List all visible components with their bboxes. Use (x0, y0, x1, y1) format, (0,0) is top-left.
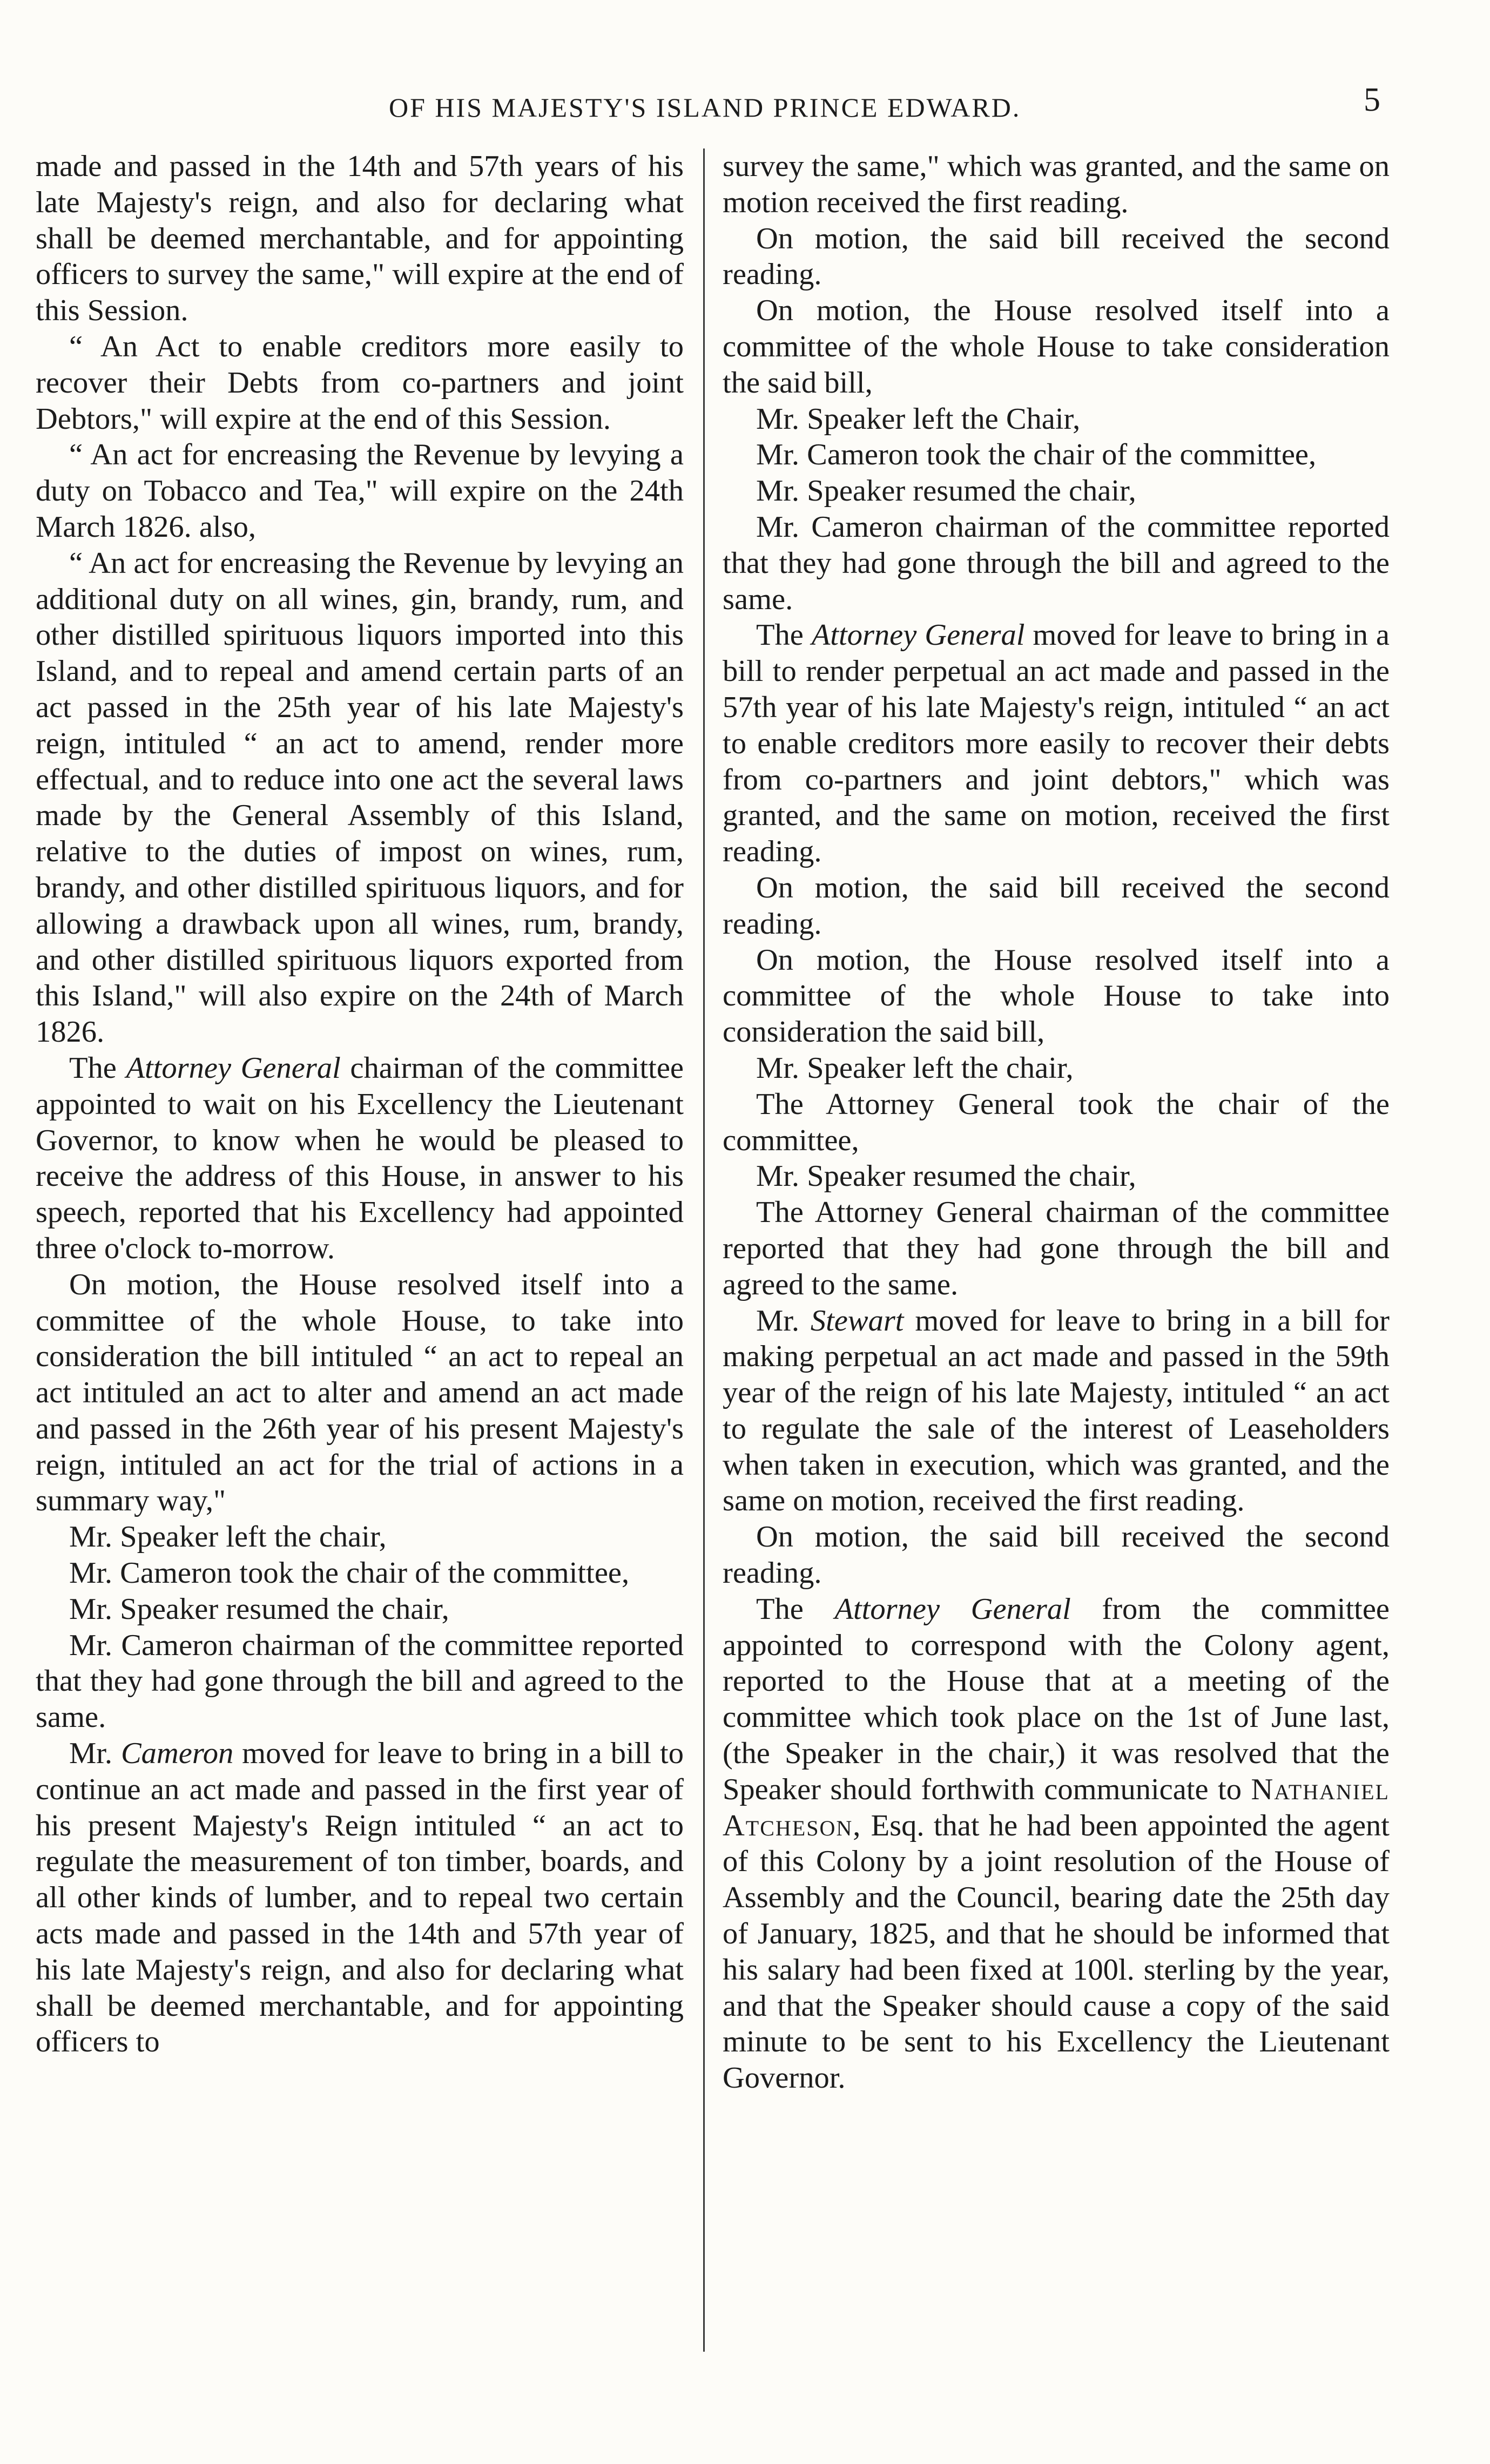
text-run: The (69, 1051, 126, 1085)
paragraph (36, 1050, 684, 1267)
page-number: 5 (1364, 82, 1380, 118)
paragraph: “ An act for encreasing the Revenue by levying a duty on Tobacco and Tea," will expire on the 24th March 1826. also, (36, 438, 684, 544)
column-divider (703, 148, 705, 2352)
text-run: moved for leave to bring in a bill to continue an act made and passed in the first year of his present Majesty's Reign intituled “ an act to regulate the measurement of ton timber, boards, and all other kinds of lumber, and to repeal two certain acts made and passed in the 14th and 57th year of his late Majesty's reign, and also for declaring what shall be deemed merchantable, and for appointing officers to (36, 1737, 684, 2059)
text-run: Esq. that he had been appointed the agent of this Colony by a joint resolution of the House of Assembly and the Council, bearing date the 25th day of January, 1825, and that he should be informed that his salary had been fixed at 100l. sterling by the year, and that the Speaker should cause a copy of the said minute to be sent to his Excellency the Lieutenant Governor. (723, 1808, 1390, 2095)
paragraph: Mr. Speaker left the Chair, (756, 402, 1081, 436)
paragraph (723, 1591, 1390, 2096)
paragraph: “ An act for encreasing the Revenue by levying an additional duty on all wines, gin, brandy, rum, and other distilled spirituous liquors imported into this Island, and to repeal and amend certain parts of an act passed in the 25th year of his late Majesty's reign, intituled “ an act to amend, render more effectual, and to reduce into one act the several laws made by the General Assembly of this Island, relative to the duties of impost on wines, rum, brandy, and other distilled spirituous liquors, and for allowing a drawback upon all wines, rum, brandy, and other distilled spirituous liquors exported from this Island," will also expire on the 24th of March 1826. (36, 546, 684, 1049)
text-run: Mr. (69, 1737, 121, 1771)
text-run: The (756, 618, 812, 652)
paragraph: The Attorney General chairman of the committee reported that they had gone through the bill and agreed to the same. (723, 1196, 1390, 1301)
text-run: Mr. (756, 1304, 811, 1338)
paragraph (723, 1303, 1390, 1520)
paragraph: On motion, the House resolved itself into a committee of the whole House, to take into consideration the bill intituled “ an act to repeal an act intituled an act to alter and amend an act made and passed in the 26th year of his present Majesty's reign, intituled an act for the trial of actions in a summary way," (36, 1267, 684, 1518)
paragraph: The Attorney General took the chair of the committee, (723, 1087, 1390, 1157)
running-head: OF HIS MAJESTY'S ISLAND PRINCE EDWARD. (389, 92, 1021, 123)
paragraph: made and passed in the 14th and 57th years of his late Majesty's reign, and also for declaring what shall be deemed merchantable, and for appointing officers to survey the same," will expire at the end of this Session. (36, 150, 684, 328)
paragraph (36, 1736, 684, 2060)
paragraph: Mr. Cameron took the chair of the committee, (69, 1556, 630, 1590)
paragraph: Mr. Speaker resumed the chair, (756, 474, 1136, 508)
italic-name: Attorney General (834, 1592, 1071, 1626)
paragraph: On motion, the said bill received the second reading. (723, 870, 1390, 941)
paragraph: On motion, the said bill received the second reading. (723, 1520, 1390, 1590)
paragraph: Mr. Cameron took the chair of the committee, (756, 438, 1317, 472)
italic-name: Cameron (121, 1737, 234, 1771)
left-column (36, 148, 684, 2060)
text-run: moved for leave to bring in a bill for making perpetual an act made and passed in the 59th year of the reign of his late Majesty, intituled “ an act to regulate the sale of the interest of Leaseholders when taken in execution, which was granted, and the same on motion, received the first reading. (723, 1304, 1390, 1518)
paragraph: survey the same," which was granted, and the same on motion received the first reading. (723, 150, 1390, 219)
text-run: moved for leave to bring in a bill to render perpetual an act made and passed in the 57th year of his late Majesty's reign, intituled “ an act to enable creditors more easily to recover their debts from co-partners and joint debtors," which was granted, and the same on motion, received the first reading. (723, 618, 1390, 869)
paragraph: On motion, the said bill received the second reading. (723, 221, 1390, 292)
text-run: The (756, 1592, 835, 1626)
italic-name: Attorney General (126, 1051, 341, 1085)
italic-name: Stewart (810, 1304, 904, 1338)
page-header (0, 81, 1490, 130)
paragraph: “ An Act to enable creditors more easily to recover their Debts from co-partners and joint Debtors," will expire at the end of this Session. (36, 329, 684, 436)
paragraph: Mr. Speaker left the chair, (69, 1520, 387, 1554)
text-run: chairman of the committee appointed to wait on his Excellency the Lieutenant Governor, to know when he would be pleased to receive the address of this House, in answer to his speech, reported that his Excellency had appointed three o'clock to-morrow. (36, 1051, 684, 1265)
right-column (723, 148, 1390, 2096)
text-run: from the committee appointed to correspond with the Colony agent, reported to the House that at a meeting of the committee which took place on the 1st of June last, (the Speaker in the chair,) it was resolved that the Speaker should forthwith communicate to (723, 1592, 1390, 1806)
paragraph: On motion, the House resolved itself into a committee of the whole House to take consideration the said bill, (723, 294, 1390, 400)
italic-name: Attorney General (811, 618, 1025, 652)
paragraph: Mr. Speaker left the chair, (756, 1051, 1074, 1085)
paragraph: Mr. Cameron chairman of the committee reported that they had gone through the bill and agreed to the same. (36, 1628, 684, 1734)
small-caps-name: Nathaniel Atcheson, (723, 1772, 1390, 1842)
paragraph: Mr. Speaker resumed the chair, (69, 1592, 449, 1626)
paragraph (723, 617, 1390, 870)
paragraph: Mr. Cameron chairman of the committee reported that they had gone through the bill and agreed to the same. (723, 510, 1390, 616)
paragraph: On motion, the House resolved itself into a committee of the whole House to take into consideration the said bill, (723, 943, 1390, 1049)
paragraph: Mr. Speaker resumed the chair, (756, 1159, 1136, 1193)
